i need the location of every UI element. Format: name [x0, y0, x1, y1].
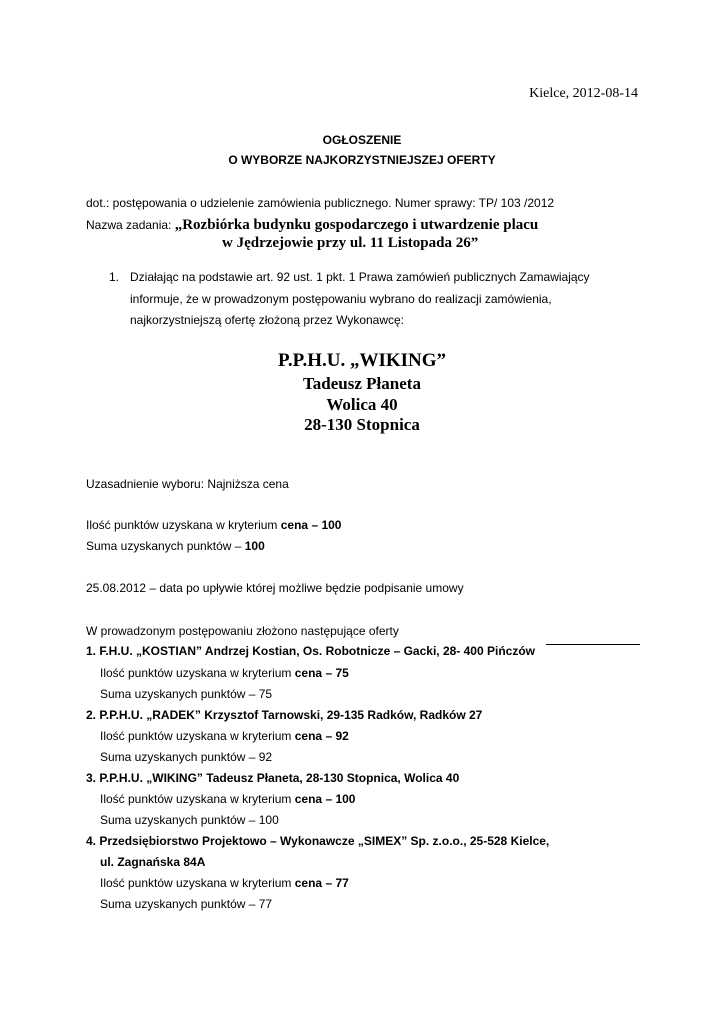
offer-title: 2. P.P.H.U. „RADEK” Krzysztof Tarnowski, 29-135 Radków, Radków 27	[86, 708, 483, 722]
divider-line	[546, 644, 640, 645]
offer-title: 3. P.P.H.U. „WIKING” Tadeusz Płaneta, 28-130 Stopnica, Wolica 40	[86, 771, 460, 785]
signing-note: 25.08.2012 – data po upływie której możliwe będzie podpisanie umowy	[86, 581, 464, 595]
offer-criterion-score: Ilość punktów uzyskana w kryterium cena – 77	[100, 876, 349, 890]
total-label: Suma uzyskanych punktów –	[86, 539, 245, 553]
task-name-line2: w Jędrzejowie przy ul. 11 Listopada 26”	[222, 235, 479, 251]
offer-criterion-score: Ilość punktów uzyskana w kryterium cena – 100	[100, 792, 356, 806]
point1-line2: informuje, że w prowadzonym postępowaniu wybrano do realizacji zamówienia,	[130, 292, 552, 306]
point1-number: 1.	[109, 270, 120, 284]
document-title: OGŁOSZENIE	[322, 133, 402, 147]
criterion-label: Ilość punktów uzyskana w kryterium	[86, 518, 281, 532]
task-name: „Rozbiórka budynku gospodarczego i utwardzenie placu	[174, 217, 539, 233]
point1-line3: najkorzystniejszą ofertę złożoną przez Wykonawcę:	[130, 313, 405, 327]
winner-name: P.P.H.U. „WIKING”	[277, 350, 447, 371]
winner-criterion-score	[86, 518, 341, 532]
offer-title: 1. F.H.U. „KOSTIAN” Andrzej Kostian, Os. Robotnicze – Gacki, 28- 400 Pińczów	[86, 644, 535, 658]
total-value: 100	[244, 539, 265, 553]
offer-criterion-score: Ilość punktów uzyskana w kryterium cena – 92	[100, 729, 349, 743]
winner-street: Wolica 40	[326, 395, 398, 414]
offer-total-score: Suma uzyskanych punktów – 77	[100, 897, 273, 911]
criterion-value: – 100	[308, 518, 342, 532]
document-date: Kielce, 2012-08-14	[529, 86, 638, 101]
offers-intro: W prowadzonym postępowaniu złożono następujące oferty	[86, 624, 399, 638]
offer-total-score: Suma uzyskanych punktów – 100	[100, 813, 279, 827]
task-name-line1	[86, 217, 538, 234]
winner-total-score	[86, 539, 265, 553]
offer-address: ul. Zagnańska 84A	[100, 855, 206, 869]
winner-city: 28-130 Stopnica	[304, 415, 420, 434]
point1-line1: Działając na podstawie art. 92 ust. 1 pkt. 1 Prawa zamówień publicznych Zamawiający	[130, 270, 590, 284]
offer-total-score: Suma uzyskanych punktów – 75	[100, 687, 273, 701]
justification: Uzasadnienie wyboru: Najniższa cena	[86, 477, 289, 491]
winner-person: Tadeusz Płaneta	[303, 374, 421, 393]
offer-title: 4. Przedsiębiorstwo Projektowo – Wykonawcze „SIMEX” Sp. z.o.o., 25-528 Kielce,	[86, 834, 550, 848]
reference-line: dot.: postępowania o udzielenie zamówienia publicznego. Numer sprawy: TP/ 103 /2012	[86, 196, 555, 210]
offer-criterion-score: Ilość punktów uzyskana w kryterium cena – 75	[100, 666, 349, 680]
task-label: Nazwa zadania:	[86, 218, 175, 232]
document-subtitle: O WYBORZE NAJKORZYSTNIEJSZEJ OFERTY	[228, 153, 496, 167]
criterion-word: cena	[280, 518, 309, 532]
offer-total-score: Suma uzyskanych punktów – 92	[100, 750, 273, 764]
